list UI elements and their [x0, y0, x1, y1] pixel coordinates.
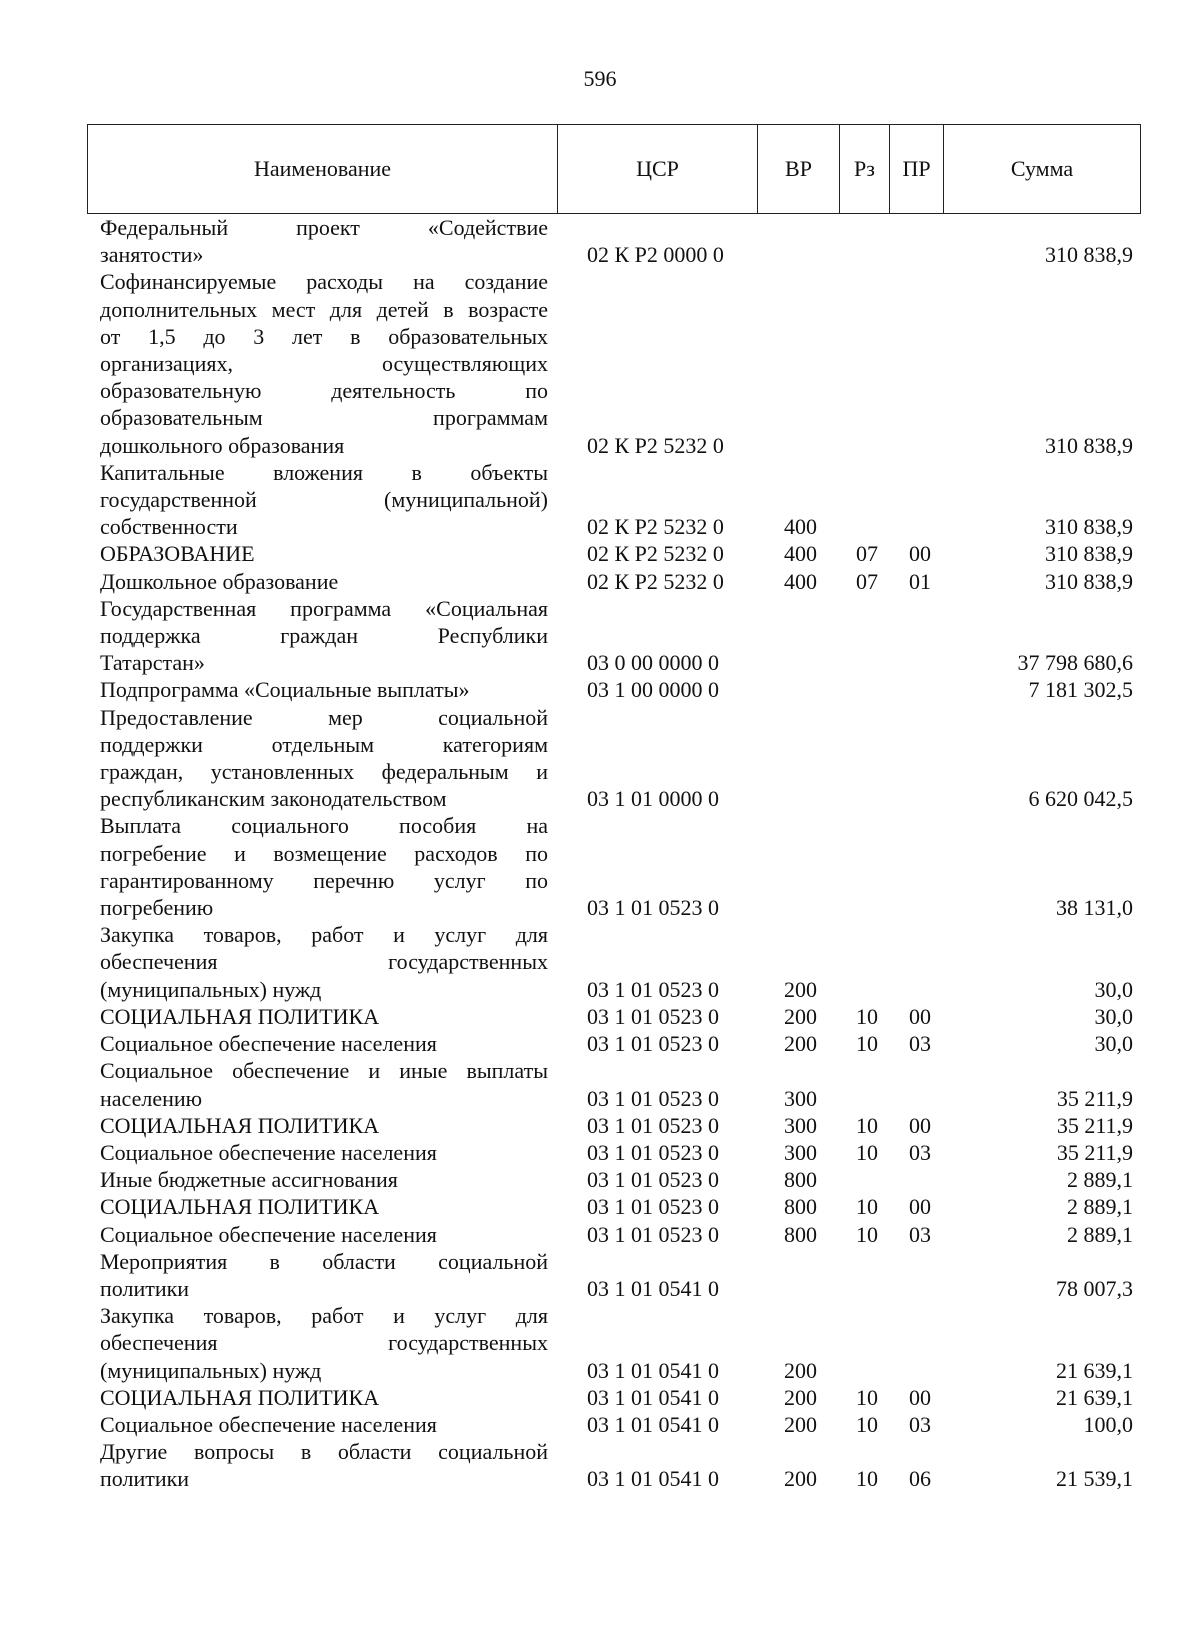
- row-name-line: (муниципальных) нужд: [100, 976, 322, 1002]
- row-sum: 78 007,3: [1056, 1275, 1133, 1301]
- row-vr: 400: [784, 568, 817, 594]
- row-vr: 400: [784, 541, 817, 567]
- row-csr: 03 0 00 0000 0: [587, 650, 719, 676]
- row-name-line: Другие вопросы в области социальной: [100, 1439, 548, 1465]
- row-name-line: Капитальные вложения в объекты: [100, 459, 548, 485]
- table-row: [0, 812, 1200, 921]
- table-row: [0, 540, 1200, 567]
- row-rz: 10: [856, 1194, 878, 1220]
- row-csr: 03 1 01 0541 0: [587, 1466, 719, 1492]
- row-vr: 200: [784, 1031, 817, 1057]
- row-rz: 10: [856, 1112, 878, 1138]
- row-sum: 37 798 680,6: [1017, 650, 1133, 676]
- row-name: [100, 1112, 548, 1139]
- row-name: [100, 1384, 548, 1411]
- row-name-line: (муниципальных) нужд: [100, 1357, 322, 1383]
- row-sum: 35 211,9: [1056, 1139, 1133, 1165]
- table-row: [0, 1384, 1200, 1411]
- row-name-line: поддержка граждан Республики: [100, 623, 548, 649]
- row-csr: 03 1 00 0000 0: [587, 677, 719, 703]
- row-rz: 10: [856, 1466, 878, 1492]
- row-name-line: обеспечения государственных: [100, 1330, 548, 1356]
- table-row: [0, 1221, 1200, 1248]
- row-vr: 400: [784, 514, 817, 540]
- row-name-line: СОЦИАЛЬНАЯ ПОЛИТИКА: [100, 1112, 380, 1138]
- row-name: [100, 1030, 548, 1057]
- table-row: [0, 1112, 1200, 1139]
- row-name-line: Иные бюджетные ассигнования: [100, 1167, 398, 1193]
- row-name-line: населению: [100, 1085, 203, 1111]
- table-row: [0, 1302, 1200, 1384]
- row-csr: 02 К Р2 5232 0: [587, 514, 724, 540]
- table-row: [0, 1057, 1200, 1111]
- row-rz: 10: [856, 1384, 878, 1410]
- row-name-line: граждан, установленных федеральным и: [100, 759, 548, 785]
- table-header: [87, 124, 1141, 214]
- row-pr: 00: [909, 1194, 931, 1220]
- row-name: [100, 214, 548, 268]
- row-sum: 6 620 042,5: [1028, 786, 1133, 812]
- row-vr: 800: [784, 1221, 817, 1247]
- row-name: [100, 1438, 548, 1492]
- row-name-line: Дошкольное образование: [100, 568, 339, 594]
- row-name: [100, 704, 548, 813]
- row-pr: 03: [909, 1031, 931, 1057]
- row-sum: 30,0: [1094, 1003, 1133, 1029]
- row-sum: 310 838,9: [1045, 432, 1133, 458]
- row-name-line: Предоставление мер социальной: [100, 704, 548, 730]
- row-rz: 10: [856, 1221, 878, 1247]
- row-pr: 03: [909, 1411, 931, 1437]
- row-name-line: Подпрограмма «Социальные выплаты»: [100, 677, 470, 703]
- row-name-line: погребение и возмещение расходов по: [100, 840, 548, 866]
- row-rz: 10: [856, 1003, 878, 1029]
- row-csr: 03 1 01 0523 0: [587, 1031, 719, 1057]
- row-name-line: СОЦИАЛЬНАЯ ПОЛИТИКА: [100, 1194, 380, 1220]
- row-name-line: Социальное обеспечение населения: [100, 1221, 437, 1247]
- table-row: [0, 1193, 1200, 1220]
- row-sum: 21 539,1: [1056, 1466, 1133, 1492]
- row-name: [100, 268, 548, 458]
- page-number: 596: [583, 66, 617, 91]
- row-pr: 00: [909, 1384, 931, 1410]
- table-row: [0, 1438, 1200, 1492]
- row-name-line: государственной (муниципальной): [100, 487, 548, 513]
- row-name-line: Социальное обеспечение населения: [100, 1139, 437, 1165]
- row-csr: 02 К Р2 5232 0: [587, 432, 724, 458]
- row-name: [100, 812, 548, 921]
- row-pr: 00: [909, 1003, 931, 1029]
- row-sum: 30,0: [1094, 976, 1133, 1002]
- table-row: [0, 1166, 1200, 1193]
- row-name-line: дополнительных мест для детей в возрасте: [100, 296, 548, 322]
- header-pr: ПР: [890, 125, 944, 213]
- row-name-line: образовательным программам: [100, 405, 548, 431]
- row-name-line: дошкольного образования: [100, 432, 345, 458]
- row-name-line: образовательную деятельность по: [100, 378, 548, 404]
- header-csr: ЦСР: [558, 125, 758, 213]
- row-sum: 21 639,1: [1056, 1357, 1133, 1383]
- row-csr: 03 1 01 0523 0: [587, 1003, 719, 1029]
- row-name-line: от 1,5 до 3 лет в образовательных: [100, 323, 548, 349]
- row-sum: 310 838,9: [1045, 242, 1133, 268]
- row-name-line: Федеральный проект «Содействие: [100, 215, 548, 240]
- row-csr: 03 1 01 0523 0: [587, 976, 719, 1002]
- row-csr: 03 1 01 0523 0: [587, 1221, 719, 1247]
- row-sum: 7 181 302,5: [1028, 677, 1133, 703]
- table-row: [0, 1411, 1200, 1438]
- row-name-line: политики: [100, 1275, 190, 1301]
- table-row: [0, 568, 1200, 595]
- row-sum: 2 889,1: [1067, 1221, 1133, 1247]
- row-name: [100, 1411, 548, 1438]
- table-row: [0, 921, 1200, 1003]
- row-name-line: Социальное обеспечение населения: [100, 1031, 437, 1057]
- row-vr: 200: [784, 1384, 817, 1410]
- row-name-line: поддержки отдельным категориям: [100, 731, 548, 757]
- row-pr: 01: [909, 568, 931, 594]
- row-vr: 200: [784, 1466, 817, 1492]
- row-name-line: собственности: [100, 514, 238, 540]
- table-row: [0, 704, 1200, 813]
- row-name: [100, 540, 548, 567]
- table-row: [0, 1248, 1200, 1302]
- row-sum: 310 838,9: [1045, 514, 1133, 540]
- row-rz: 10: [856, 1031, 878, 1057]
- table-row: [0, 1030, 1200, 1057]
- row-name-line: Закупка товаров, работ и услуг для: [100, 1303, 548, 1329]
- row-vr: 200: [784, 1411, 817, 1437]
- row-name-line: Закупка товаров, работ и услуг для: [100, 922, 548, 948]
- row-name: [100, 921, 548, 1003]
- row-name: [100, 1139, 548, 1166]
- row-name: [100, 459, 548, 541]
- row-sum: 35 211,9: [1056, 1085, 1133, 1111]
- row-name-line: обеспечения государственных: [100, 949, 548, 975]
- row-csr: 02 К Р2 5232 0: [587, 568, 724, 594]
- table-row: [0, 595, 1200, 677]
- row-vr: 300: [784, 1085, 817, 1111]
- row-name-line: Социальное обеспечение населения: [100, 1411, 437, 1437]
- row-pr: 03: [909, 1139, 931, 1165]
- row-pr: 00: [909, 1112, 931, 1138]
- row-sum: 21 639,1: [1056, 1384, 1133, 1410]
- row-rz: 07: [856, 541, 878, 567]
- row-name-line: Софинансируемые расходы на создание: [100, 269, 548, 295]
- table-row: [0, 459, 1200, 541]
- table-body: [0, 214, 1200, 1493]
- row-vr: 300: [784, 1139, 817, 1165]
- row-name: [100, 1193, 548, 1220]
- table-row: [0, 268, 1200, 458]
- row-rz: 07: [856, 568, 878, 594]
- row-vr: 800: [784, 1167, 817, 1193]
- row-sum: 2 889,1: [1067, 1194, 1133, 1220]
- row-sum: 310 838,9: [1045, 568, 1133, 594]
- row-sum: 100,0: [1083, 1411, 1133, 1437]
- row-name-line: политики: [100, 1466, 190, 1492]
- row-csr: 02 К Р2 0000 0: [587, 242, 724, 268]
- row-name-line: организациях, осуществляющих: [100, 351, 548, 377]
- row-name: [100, 1302, 548, 1384]
- row-csr: 03 1 01 0541 0: [587, 1384, 719, 1410]
- row-name-line: республиканским законодательством: [100, 786, 447, 812]
- row-pr: 06: [909, 1466, 931, 1492]
- row-sum: 38 131,0: [1056, 895, 1133, 921]
- row-csr: 02 К Р2 5232 0: [587, 541, 724, 567]
- row-name-line: погребению: [100, 895, 214, 921]
- header-name: Наименование: [88, 125, 558, 213]
- row-name-line: Выплата социального пособия на: [100, 813, 548, 839]
- row-rz: 10: [856, 1411, 878, 1437]
- row-csr: 03 1 01 0523 0: [587, 1112, 719, 1138]
- row-pr: 03: [909, 1221, 931, 1247]
- row-name-line: Мероприятия в области социальной: [100, 1248, 548, 1274]
- header-vr: ВР: [758, 125, 840, 213]
- row-csr: 03 1 01 0523 0: [587, 1085, 719, 1111]
- row-pr: 00: [909, 541, 931, 567]
- row-vr: 200: [784, 1003, 817, 1029]
- row-sum: 2 889,1: [1067, 1167, 1133, 1193]
- table-row: [0, 214, 1200, 268]
- row-vr: 200: [784, 1357, 817, 1383]
- row-name: [100, 676, 548, 703]
- row-name-line: СОЦИАЛЬНАЯ ПОЛИТИКА: [100, 1384, 380, 1410]
- row-name-line: гарантированному перечню услуг по: [100, 867, 548, 893]
- row-vr: 300: [784, 1112, 817, 1138]
- row-name: [100, 1003, 548, 1030]
- row-vr: 800: [784, 1194, 817, 1220]
- row-name-line: ОБРАЗОВАНИЕ: [100, 541, 255, 567]
- row-name: [100, 1057, 548, 1111]
- table-row: [0, 676, 1200, 703]
- row-name: [100, 595, 548, 677]
- table-row: [0, 1003, 1200, 1030]
- row-sum: 30,0: [1094, 1031, 1133, 1057]
- row-rz: 10: [856, 1139, 878, 1165]
- header-rz: Рз: [840, 125, 890, 213]
- row-vr: 200: [784, 976, 817, 1002]
- row-name: [100, 568, 548, 595]
- row-csr: 03 1 01 0523 0: [587, 895, 719, 921]
- row-name-line: СОЦИАЛЬНАЯ ПОЛИТИКА: [100, 1003, 380, 1029]
- row-name: [100, 1221, 548, 1248]
- row-csr: 03 1 01 0541 0: [587, 1275, 719, 1301]
- row-csr: 03 1 01 0523 0: [587, 1167, 719, 1193]
- row-sum: 310 838,9: [1045, 541, 1133, 567]
- row-sum: 35 211,9: [1056, 1112, 1133, 1138]
- row-name-line: Социальное обеспечение и иные выплаты: [100, 1058, 548, 1084]
- row-csr: 03 1 01 0541 0: [587, 1357, 719, 1383]
- row-name-line: занятости»: [100, 242, 204, 268]
- header-sum: Сумма: [1010, 156, 1074, 181]
- row-name: [100, 1248, 548, 1302]
- row-csr: 03 1 01 0541 0: [587, 1411, 719, 1437]
- table-row: [0, 1139, 1200, 1166]
- row-csr: 03 1 01 0000 0: [587, 786, 719, 812]
- row-name-line: Татарстан»: [100, 650, 205, 676]
- row-csr: 03 1 01 0523 0: [587, 1139, 719, 1165]
- row-name: [100, 1166, 548, 1193]
- row-csr: 03 1 01 0523 0: [587, 1194, 719, 1220]
- row-name-line: Государственная программа «Социальная: [100, 595, 548, 621]
